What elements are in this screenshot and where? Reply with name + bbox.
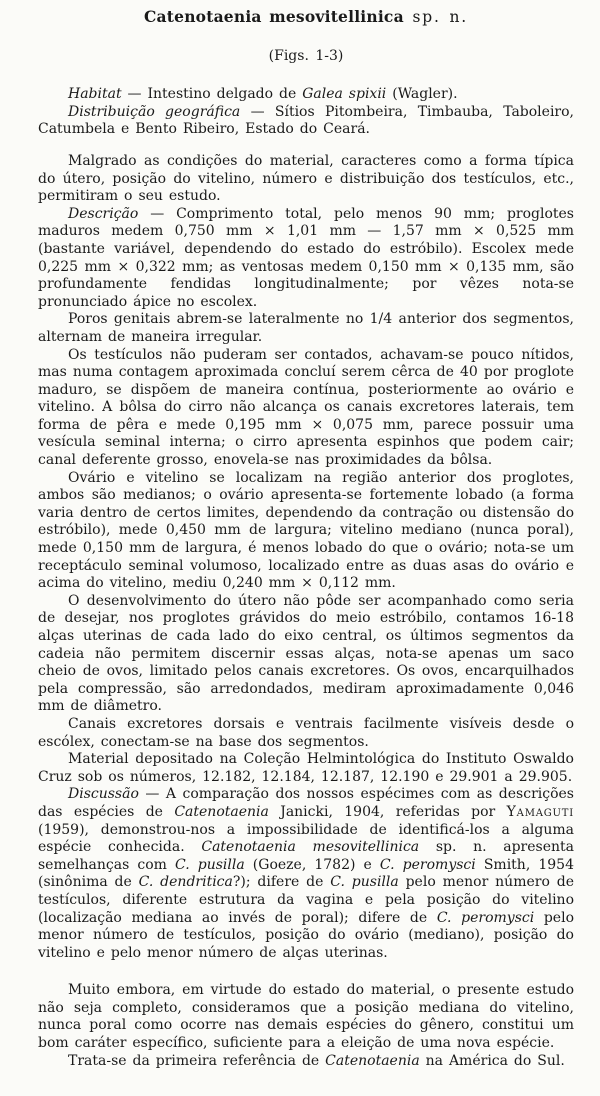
text-segment-i: Galea spixii bbox=[302, 86, 387, 103]
text-segment: ?); difere de bbox=[232, 874, 331, 891]
text-segment: (Figs. 1-3) bbox=[268, 47, 344, 64]
text-segment: — A comparação dos nossos espécimes com as descrições das espécies de bbox=[38, 786, 574, 820]
text-segment: Os testículos não puderam ser contados, achavam-se pouco nítidos, mas numa contagem aproximada concluí serem cêrca de 40 por proglote maduro, se dispõem de maneira contínua, posteriormente ao ovário e vitelino. A bôlsa do cirro não alcança os canais excretores laterais, tem forma de pêra e mede 0,195 mm × 0,075 mm, parece possuir uma vesícula seminal interna; o cirro apresenta espinhos que podem cair; canal deferente grosso, enovela-se nas proximidades da bôlsa. bbox=[38, 346, 574, 469]
text-segment-b: Catenotaenia mesovitellinica bbox=[144, 7, 404, 26]
ovario-vitelino-paragraph bbox=[38, 470, 574, 593]
text-segment-i: C. peromysci bbox=[379, 856, 476, 873]
text-segment: O desenvolvimento do útero não pôde ser acompanhado como seria de desejar, nos proglotes grávidos do meio estróbilo, contamos 16-18 alças uterinas de cada lado do eixo central, os últimos segmentos da cadeia não permitem discernir essas alças, nota-se apenas um saco cheio de ovos, limitado pelos canais excretores. Os ovos, encarquilhados pela compressão, são arredondados, mediram aproximadamente 0,046 mm de diâmetro. bbox=[38, 592, 574, 715]
text-segment: — Sítios Pitombeira, Timbauba, Taboleiro, Catumbela e Bento Ribeiro, Estado do Ceará. bbox=[38, 103, 574, 138]
conclusao-paragraph bbox=[38, 982, 574, 1052]
text-segment: Janicki, 1904, referidas por bbox=[268, 803, 507, 820]
text-segment: Smith, 1954 (sinônima de bbox=[38, 856, 574, 891]
poros-genitais-paragraph bbox=[38, 311, 574, 346]
material-condicoes-paragraph bbox=[38, 153, 574, 206]
testiculos-paragraph bbox=[38, 347, 574, 470]
text-segment-i: Catenotaenia mesovitellinica bbox=[201, 839, 420, 856]
text-segment-sc: Yamaguti bbox=[506, 803, 574, 820]
distribuicao-geografica-paragraph bbox=[38, 104, 574, 139]
text-segment-i: C. pusilla bbox=[330, 874, 399, 891]
text-segment: Trata-se da primeira referência de bbox=[68, 1052, 326, 1069]
text-segment: pelo menor número de testículos, diferente estrutura da vagina e pela posição do vitelino (localização mediana ao invés de poral); difere de bbox=[38, 874, 574, 926]
text-segment: — Comprimento total, pelo menos 90 mm; proglotes maduros medem 0,750 mm × 1,01 mm — 1,57 mm × 0,525 mm (bastante variável, dependendo do estado do estróbilo). Escolex mede 0,225 mm × 0,322 mm; as ventosas medem 0,150 mm × 0,135 mm, são profundamente fendidas longitudinalmente; por vêzes nota-se pronunciado ápice no escolex. bbox=[38, 205, 574, 310]
discussao-paragraph bbox=[38, 786, 574, 962]
text-segment: (1959), demonstrou-nos a impossibilidade de identificá-los a alguma espécie conhecida. bbox=[38, 821, 574, 856]
species-title bbox=[38, 8, 574, 27]
descricao-paragraph bbox=[38, 206, 574, 312]
text-segment: Malgrado as condições do material, caracteres como a forma típica do útero, posição do vitelino, número e distribuição dos testículos, etc., permitiram o seu estudo. bbox=[38, 152, 574, 205]
habitat-paragraph bbox=[38, 86, 574, 104]
text-segment: Ovário e vitelino se localizam na região anterior dos proglotes, ambos são medianos; o ovário apresenta-se fortemente lobado (a forma varia dentro de certos limites, dependendo da contração ou distensão do estróbilo), mede 0,450 mm de largura; vitelino mediano (nunca poral), mede 0,150 mm de largura, é menos lobado do que o ovário; nota-se um receptáculo seminal volumoso, localizado entre as duas asas do ovário e acima do vitelino, mediu 0,240 mm × 0,112 mm. bbox=[38, 469, 574, 592]
text-segment: — Intestino delgado de bbox=[121, 86, 303, 103]
text-segment-sp: sp. n. bbox=[403, 8, 468, 26]
text-segment-i: Catenotaenia bbox=[174, 803, 269, 820]
text-segment: Material depositado na Coleção Helmintológica do Instituto Oswaldo Cruz sob os números, 12.182, 12.184, 12.187, 12.190 e 29.901 a 29.905. bbox=[38, 751, 574, 785]
text-segment-i: Catenotaenia bbox=[325, 1052, 420, 1069]
text-segment: Poros genitais abrem-se lateralmente no 1/4 anterior dos segmentos, alternam de maneira irregular. bbox=[38, 311, 574, 345]
text-segment: Canais excretores dorsais e ventrais facilmente visíveis desde o escólex, conectam-se na base dos segmentos. bbox=[38, 715, 574, 750]
material-depositado-paragraph bbox=[38, 751, 574, 786]
utero-paragraph bbox=[38, 593, 574, 716]
figures-reference bbox=[38, 48, 574, 66]
text-blocks-container bbox=[38, 8, 574, 1070]
text-segment: (Goeze, 1782) e bbox=[244, 856, 380, 873]
text-segment-i: Distribuição geográfica bbox=[68, 103, 241, 120]
text-segment-i: Habitat bbox=[68, 86, 122, 103]
text-segment-i: Discussão bbox=[68, 786, 139, 803]
text-segment: sp. n. apresenta semelhanças com bbox=[38, 839, 574, 873]
text-segment-i: C. peromysci bbox=[436, 909, 535, 926]
canais-excretores-paragraph bbox=[38, 716, 574, 751]
primeira-referencia-paragraph bbox=[38, 1053, 574, 1071]
text-segment-i: Descrição bbox=[68, 205, 139, 222]
text-segment: (Wagler). bbox=[386, 86, 458, 103]
text-segment-i: C. pusilla bbox=[175, 856, 245, 873]
text-segment: Muito embora, em virtude do estado do material, o presente estudo não seja completo, consideramos que a posição mediana do vitelino, nunca poral como ocorre nas demais espécies do gênero, constitui um bom caráter específico, suficiente para a eleição de uma nova espécie. bbox=[38, 982, 574, 1052]
text-segment-i: C. dendritica bbox=[138, 874, 233, 891]
text-segment: na América do Sul. bbox=[419, 1052, 565, 1069]
text-segment: pelo menor número de testículos, posição do ovário (mediano), posição do vitelino e pelo menor número de alças uterinas. bbox=[38, 909, 575, 961]
